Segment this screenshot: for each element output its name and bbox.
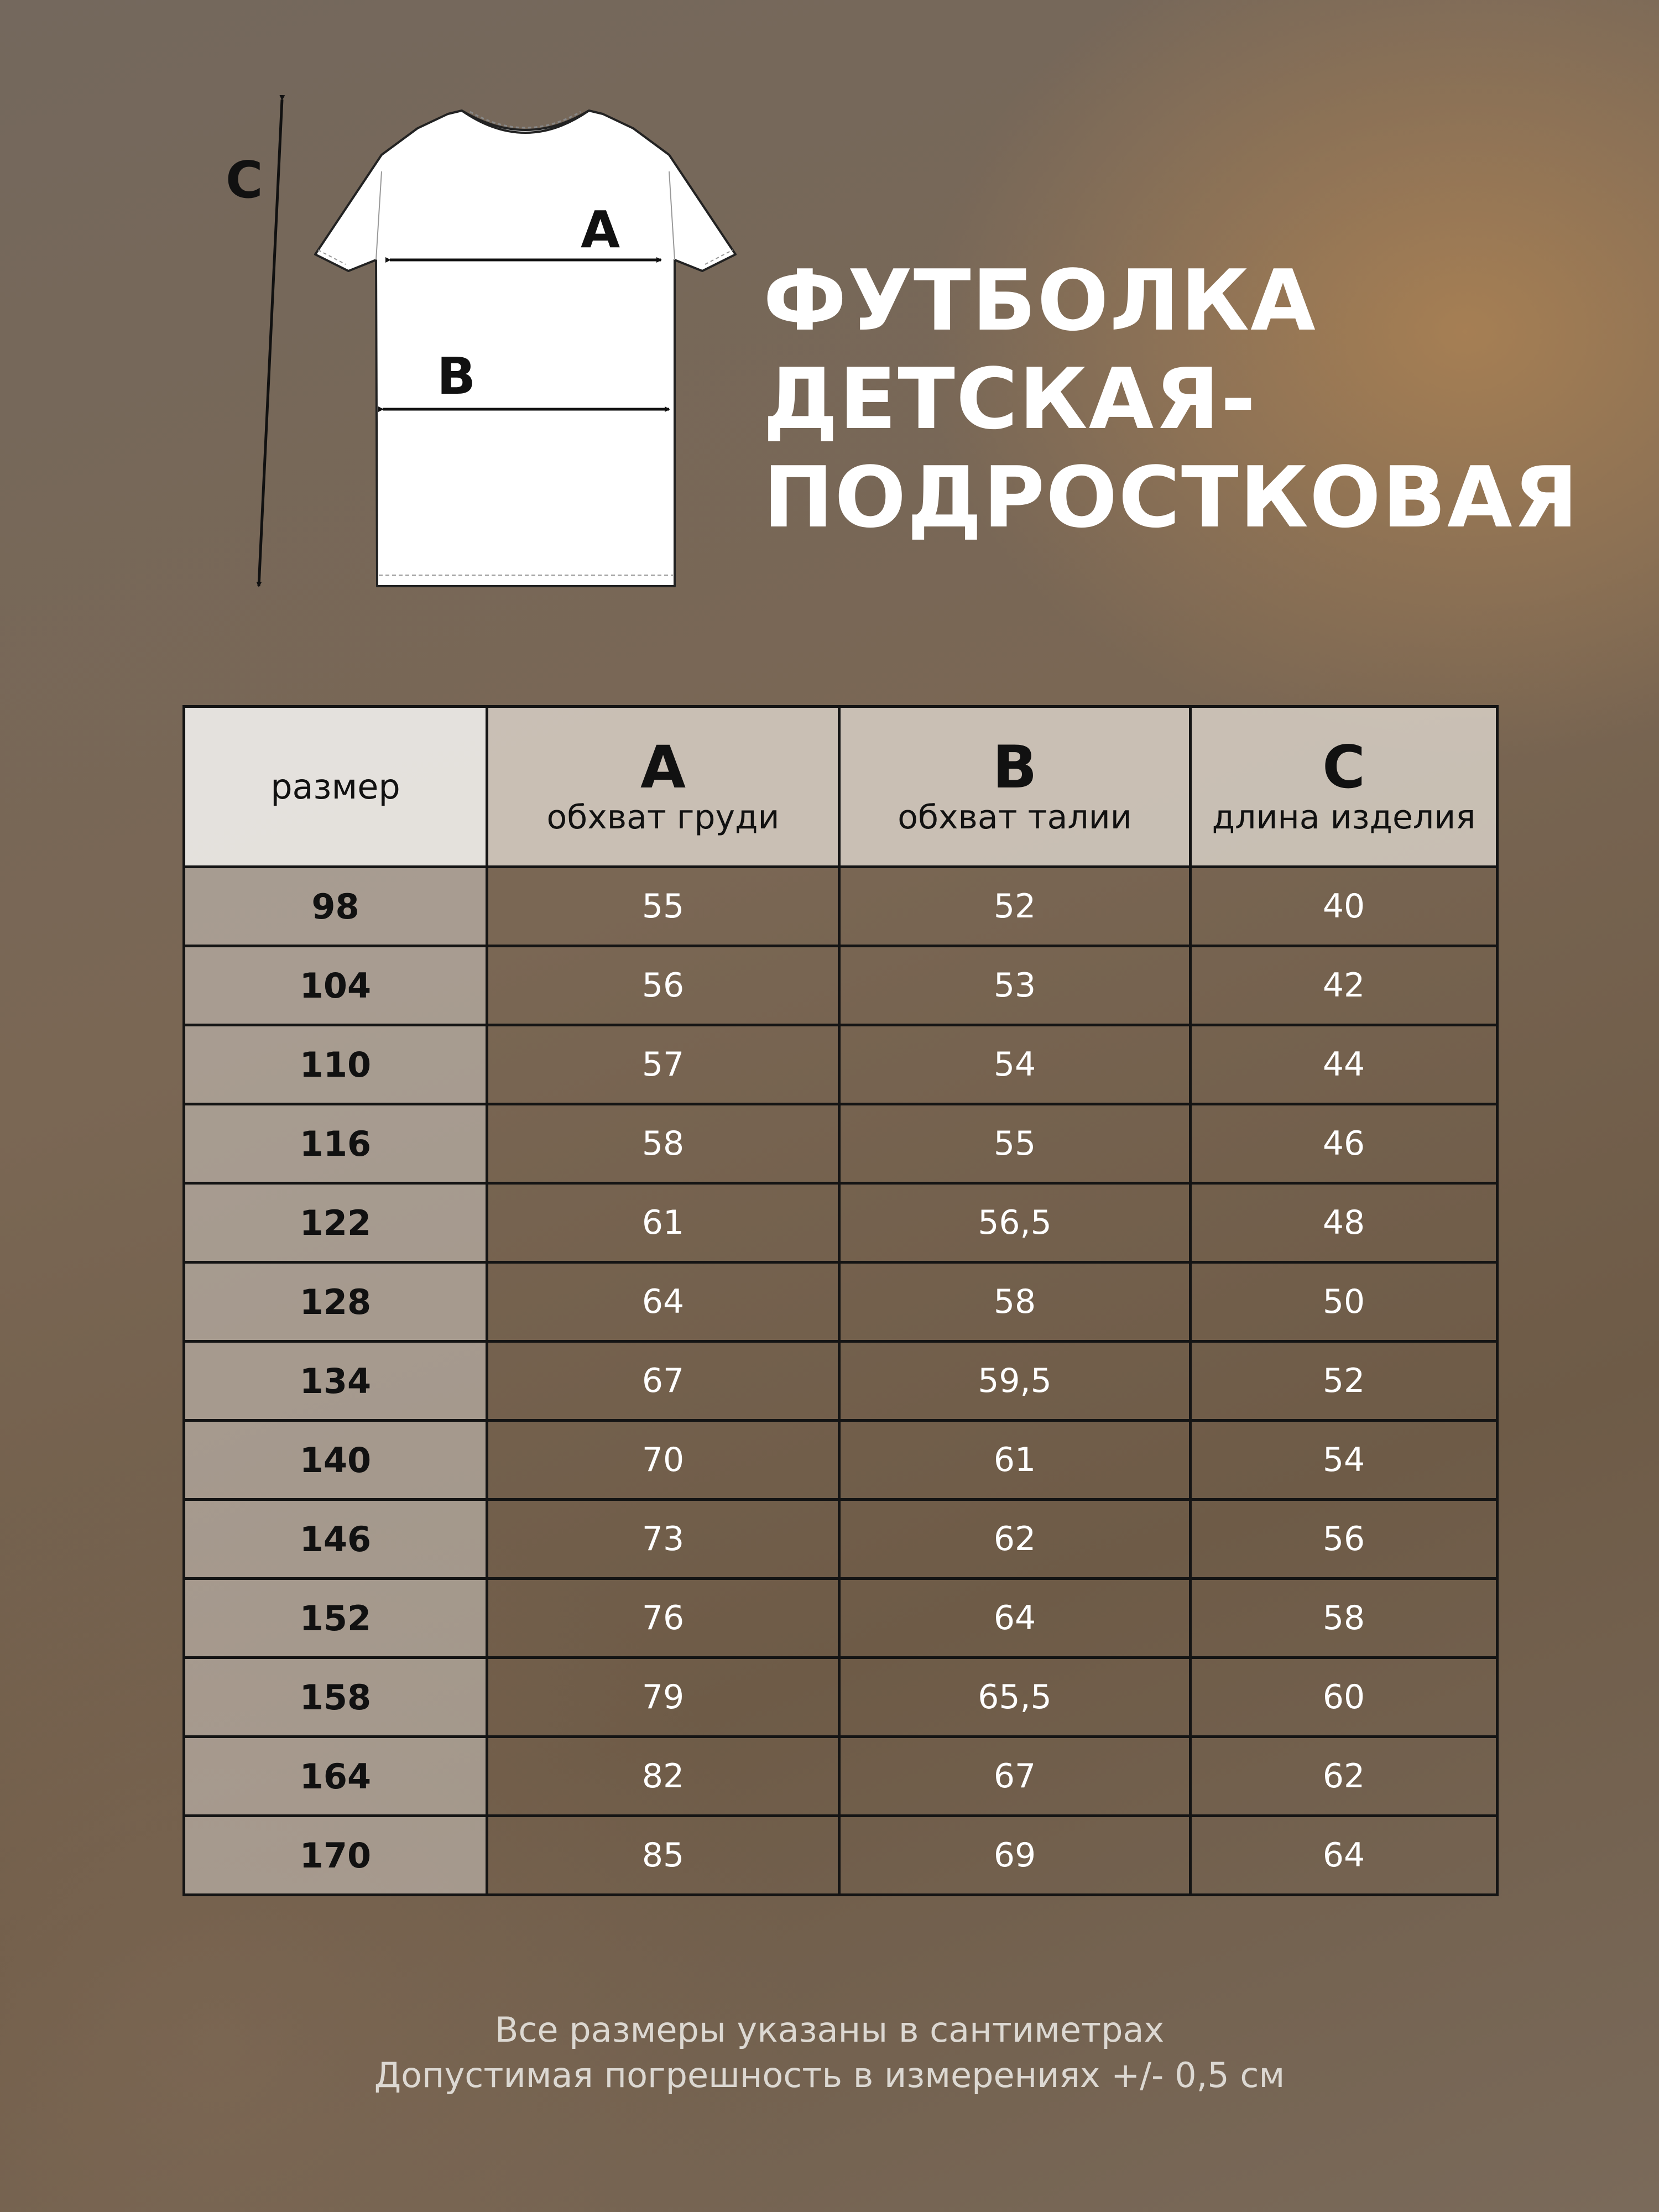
cell-a: 70 [487, 1421, 839, 1500]
cell-c: 56 [1191, 1500, 1498, 1579]
table-row [184, 1737, 1498, 1816]
cell-size: 134 [184, 1342, 487, 1421]
cell-size: 104 [184, 946, 487, 1025]
cell-c: 52 [1191, 1342, 1498, 1421]
cell-b: 62 [839, 1500, 1191, 1579]
footer-line-2: Допустимая погрешность в измерениях +/- 0,5 см [374, 2055, 1285, 2095]
tshirt-shape [315, 111, 735, 586]
table-row [184, 1816, 1498, 1895]
cell-b: 61 [839, 1421, 1191, 1500]
cell-a: 73 [487, 1500, 839, 1579]
header-c [1191, 707, 1498, 867]
cell-c: 54 [1191, 1421, 1498, 1500]
header-b-label: обхват талии [898, 797, 1132, 837]
tshirt-measurement-diagram [210, 88, 791, 608]
cell-a: 67 [487, 1342, 839, 1421]
cell-size: 170 [184, 1816, 487, 1895]
table-row [184, 1579, 1498, 1658]
table-row [184, 1421, 1498, 1500]
cell-b: 54 [839, 1025, 1191, 1104]
cell-size: 158 [184, 1658, 487, 1737]
table-row [184, 1342, 1498, 1421]
cell-b: 56,5 [839, 1183, 1191, 1262]
title-line-3: ПОДРОСТКОВАЯ [763, 448, 1579, 546]
cell-c: 46 [1191, 1104, 1498, 1183]
cell-c: 64 [1191, 1816, 1498, 1895]
cell-c: 60 [1191, 1658, 1498, 1737]
cell-size: 116 [184, 1104, 487, 1183]
cell-size: 140 [184, 1421, 487, 1500]
label-c: C [226, 150, 263, 210]
header-a [487, 707, 839, 867]
table-row [184, 1658, 1498, 1737]
size-chart-table [182, 705, 1499, 1896]
page-title [763, 252, 1626, 547]
cell-size: 146 [184, 1500, 487, 1579]
cell-a: 64 [487, 1262, 839, 1342]
header-b [839, 707, 1191, 867]
cell-size: 98 [184, 867, 487, 946]
header-c-label: длина изделия [1212, 797, 1476, 837]
cell-a: 56 [487, 946, 839, 1025]
cell-c: 50 [1191, 1262, 1498, 1342]
header-a-letter: A [640, 733, 686, 801]
cell-c: 58 [1191, 1579, 1498, 1658]
header-a-label: обхват груди [546, 797, 780, 837]
header-b-letter: B [992, 733, 1037, 801]
cell-a: 85 [487, 1816, 839, 1895]
table-row [184, 1025, 1498, 1104]
table-row [184, 1183, 1498, 1262]
cell-c: 42 [1191, 946, 1498, 1025]
cell-a: 82 [487, 1737, 839, 1816]
cell-a: 61 [487, 1183, 839, 1262]
cell-a: 58 [487, 1104, 839, 1183]
table-row [184, 867, 1498, 946]
cell-a: 76 [487, 1579, 839, 1658]
cell-b: 58 [839, 1262, 1191, 1342]
title-line-1: ФУТБОЛКА [763, 252, 1317, 349]
cell-b: 55 [839, 1104, 1191, 1183]
cell-b: 53 [839, 946, 1191, 1025]
cell-size: 122 [184, 1183, 487, 1262]
footer-line-1: Все размеры указаны в сантиметрах [494, 2010, 1165, 2050]
cell-b: 65,5 [839, 1658, 1191, 1737]
cell-size: 152 [184, 1579, 487, 1658]
cell-a: 55 [487, 867, 839, 946]
cell-c: 44 [1191, 1025, 1498, 1104]
cell-size: 164 [184, 1737, 487, 1816]
cell-a: 57 [487, 1025, 839, 1104]
cell-c: 62 [1191, 1737, 1498, 1816]
cell-b: 69 [839, 1816, 1191, 1895]
cell-b: 64 [839, 1579, 1191, 1658]
cell-b: 67 [839, 1737, 1191, 1816]
cell-c: 40 [1191, 867, 1498, 946]
table-row [184, 946, 1498, 1025]
table-row [184, 1262, 1498, 1342]
tshirt-illustration [210, 88, 791, 608]
table-header-row [184, 707, 1498, 867]
cell-b: 52 [839, 867, 1191, 946]
cell-size: 110 [184, 1025, 487, 1104]
title-line-2: ДЕТСКАЯ- [763, 350, 1257, 448]
header-c-letter: C [1322, 733, 1365, 801]
cell-c: 48 [1191, 1183, 1498, 1262]
header-size: размер [184, 707, 487, 867]
footer-note [0, 2007, 1659, 2098]
cell-size: 128 [184, 1262, 487, 1342]
label-a: A [581, 200, 620, 259]
table-row [184, 1104, 1498, 1183]
table-row [184, 1500, 1498, 1579]
cell-a: 79 [487, 1658, 839, 1737]
cell-b: 59,5 [839, 1342, 1191, 1421]
label-b: B [437, 347, 476, 406]
